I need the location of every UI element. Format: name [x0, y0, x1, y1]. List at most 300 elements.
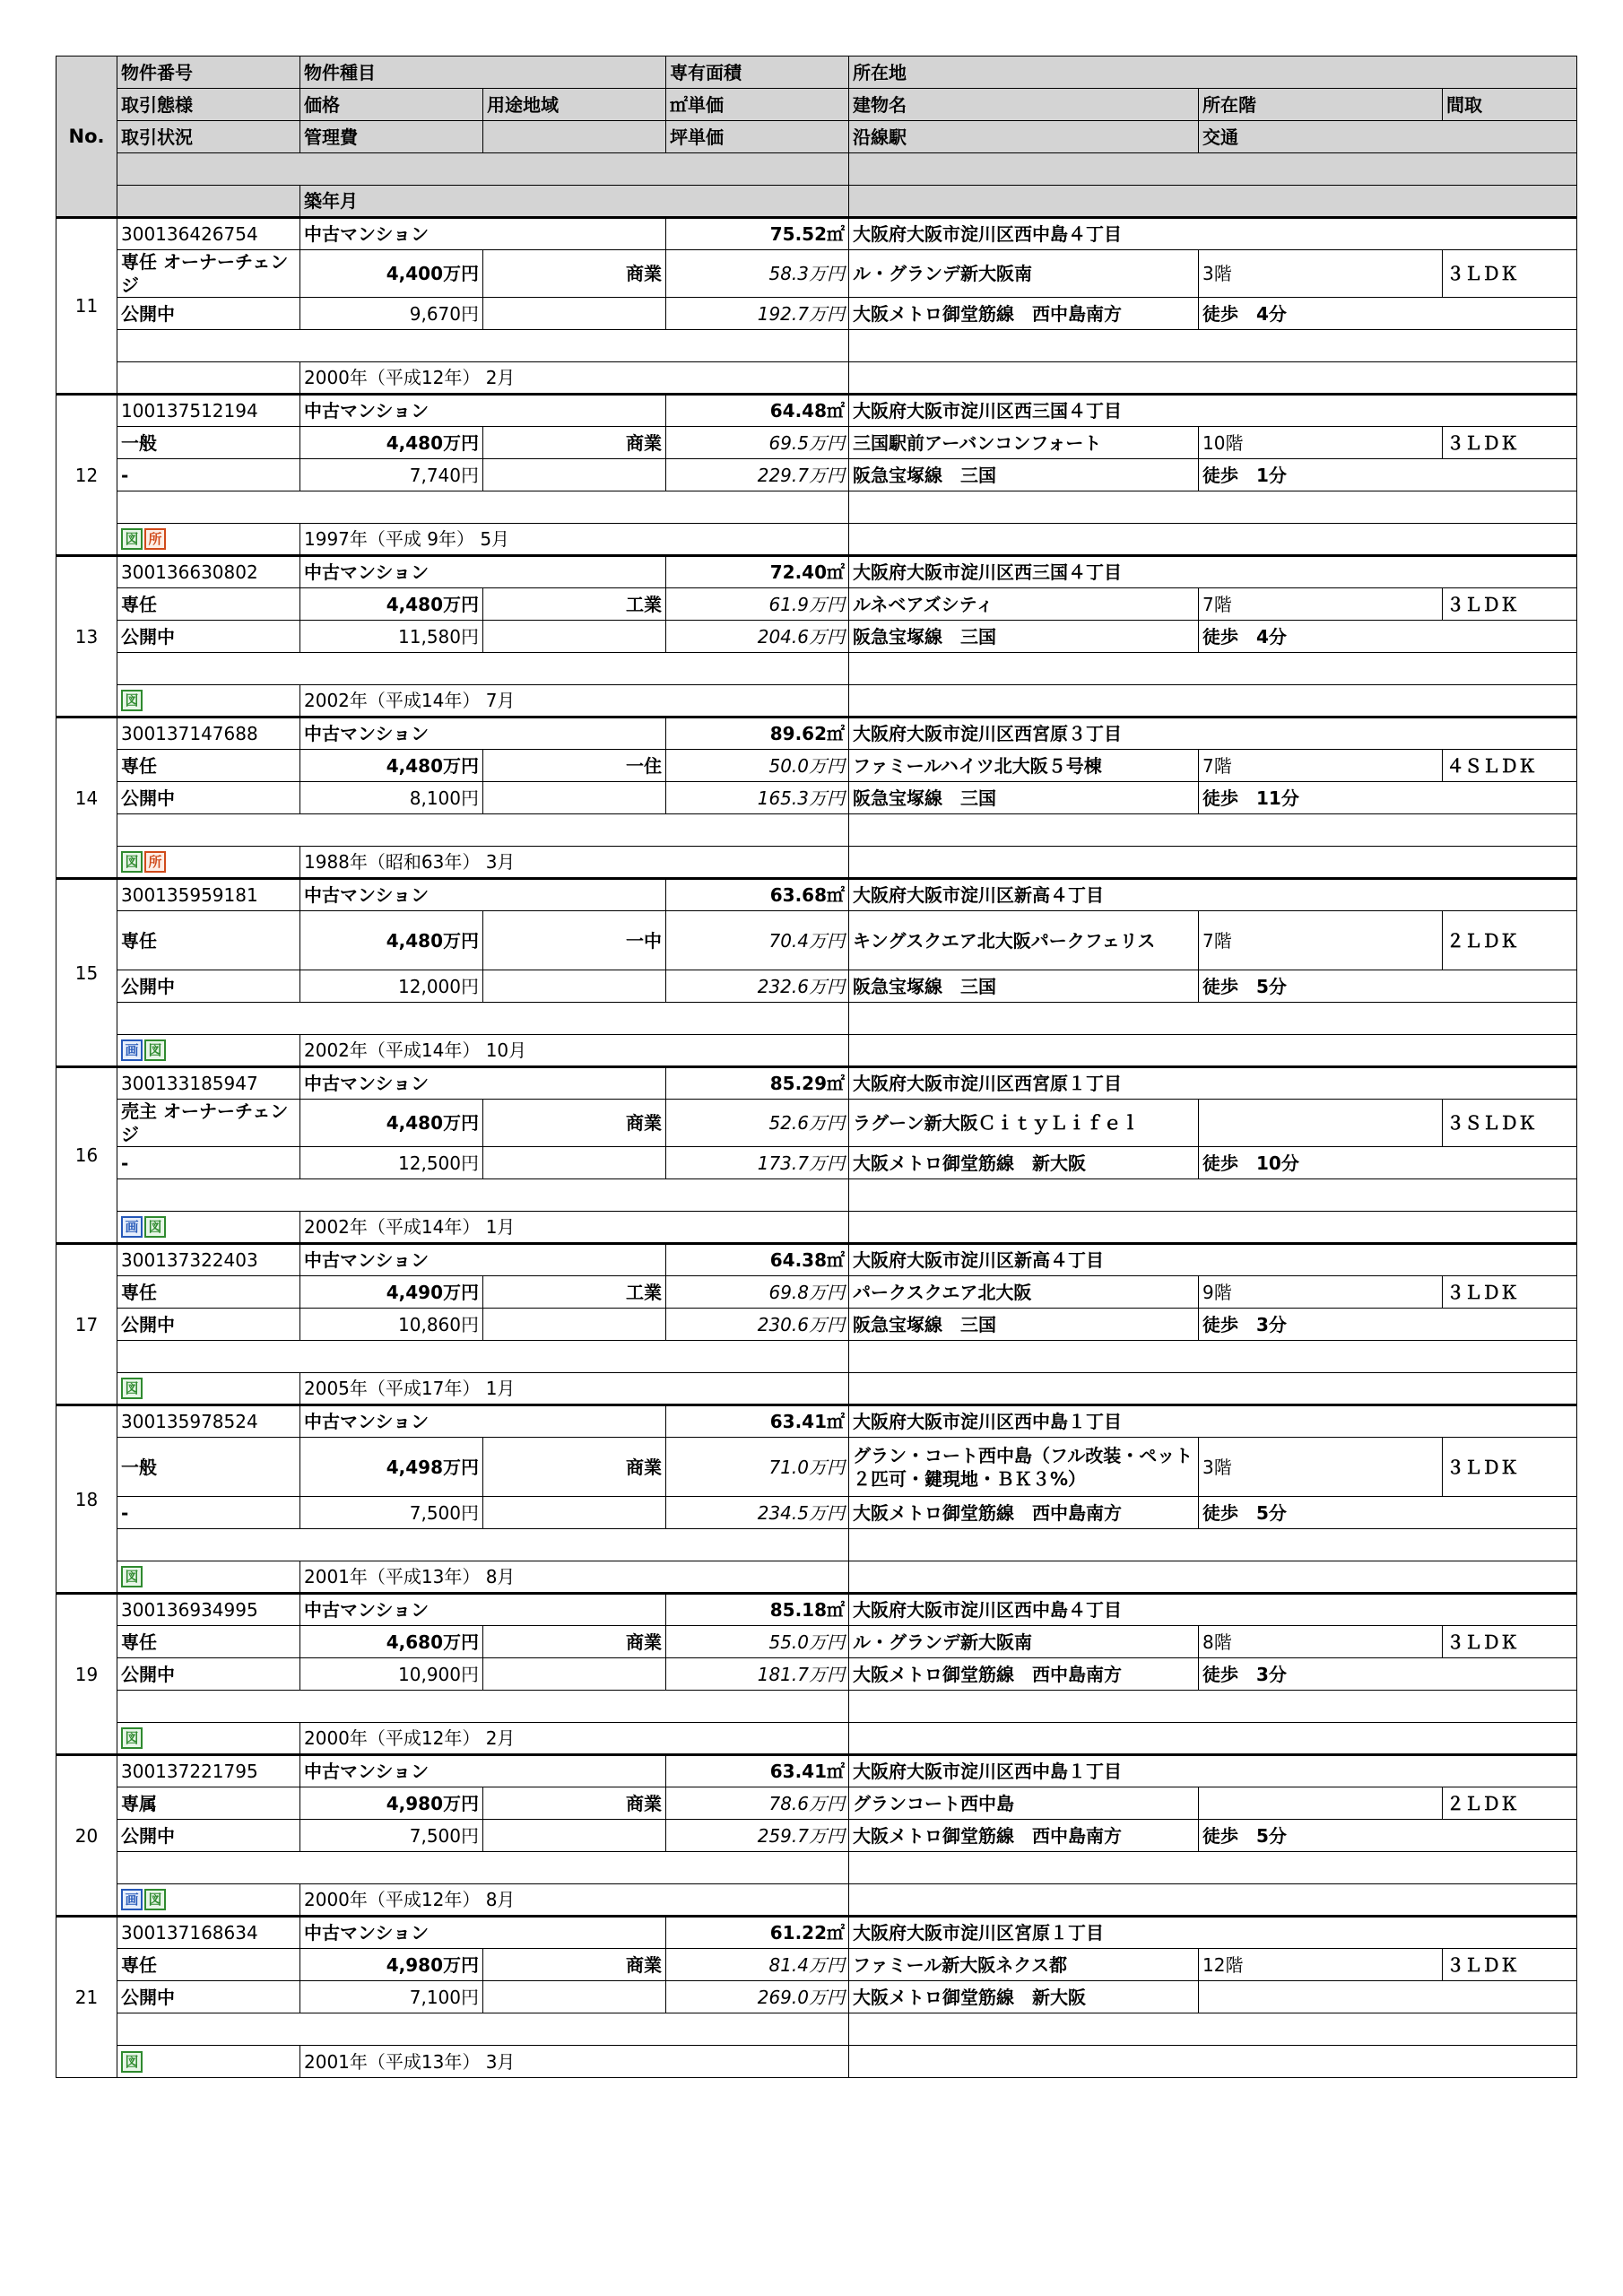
- deal-type: 一般: [117, 427, 300, 459]
- record-number: 21: [56, 1917, 117, 2078]
- record-row-5: [56, 1373, 1577, 1405]
- property-type: 中古マンション: [300, 879, 666, 911]
- property-type: 中古マンション: [300, 1067, 666, 1100]
- price-per-tsubo: 259.7万円: [666, 1820, 849, 1852]
- attachment-icons: [117, 1212, 300, 1244]
- record-row-2: [56, 1949, 1577, 1981]
- built-date: 2005年（平成17年） 1月: [300, 1373, 849, 1405]
- record-number: 13: [56, 556, 117, 718]
- floorplan-icon[interactable]: 図: [121, 1378, 143, 1399]
- built-date: 2000年（平成12年） 2月: [300, 1723, 849, 1755]
- attachment-icons: [117, 1373, 300, 1405]
- record-row-1: [56, 718, 1577, 750]
- deal-type: 専属: [117, 1787, 300, 1820]
- price: 4,480万円: [300, 588, 483, 621]
- property-id[interactable]: 300137322403: [117, 1244, 300, 1276]
- shozaichi-header: 所在地: [849, 57, 1577, 89]
- access-time: 徒歩 4分: [1199, 298, 1577, 330]
- record-row-3: [56, 621, 1577, 653]
- built-date: 1997年（平成 9年） 5月: [300, 524, 849, 556]
- address: 大阪府大阪市淀川区西中島４丁目: [849, 218, 1577, 250]
- floor-area: 64.48㎡: [666, 395, 849, 427]
- building-name: ラグーン新大阪ＣｉｔｙＬｉｆｅｌ: [849, 1100, 1199, 1147]
- built-date: 2002年（平成14年） 1月: [300, 1212, 849, 1244]
- listing-status: 公開中: [117, 782, 300, 814]
- building-name: ル・グランデ新大阪南: [849, 1626, 1199, 1658]
- deal-type: 専任: [117, 1626, 300, 1658]
- management-fee: 7,500円: [300, 1497, 483, 1529]
- floor-plan: ３ＬＤＫ: [1443, 250, 1577, 298]
- floor-level: 3階: [1199, 1438, 1443, 1497]
- deal-type: 専任: [117, 1949, 300, 1981]
- property-type: 中古マンション: [300, 218, 666, 250]
- property-record[interactable]: [56, 218, 1577, 395]
- listing-status: -: [117, 1497, 300, 1529]
- floor-level: 7階: [1199, 588, 1443, 621]
- floor-area: 63.68㎡: [666, 879, 849, 911]
- kotsu-header: 交通: [1199, 121, 1577, 153]
- zoning: 商業: [483, 1949, 666, 1981]
- property-record[interactable]: [56, 1405, 1577, 1594]
- price-per-tsubo: 165.3万円: [666, 782, 849, 814]
- listing-status: 公開中: [117, 621, 300, 653]
- building-name: ファミール新大阪ネクス都: [849, 1949, 1199, 1981]
- price-per-m2: 69.5万円: [666, 427, 849, 459]
- property-record[interactable]: [56, 718, 1577, 879]
- record-row-4: [56, 1179, 1577, 1212]
- record-row-4: [56, 1852, 1577, 1884]
- record-number: 11: [56, 218, 117, 395]
- floor-area: 85.29㎡: [666, 1067, 849, 1100]
- floorplan-icon[interactable]: 図: [121, 851, 143, 873]
- floor-plan: ３ＬＤＫ: [1443, 1626, 1577, 1658]
- madori-header: 間取: [1443, 89, 1577, 121]
- record-row-2: [56, 1438, 1577, 1497]
- floor-level: 10階: [1199, 427, 1443, 459]
- price-per-m2: 58.3万円: [666, 250, 849, 298]
- record-row-1: [56, 395, 1577, 427]
- floor-area: 72.40㎡: [666, 556, 849, 588]
- record-row-2: [56, 1276, 1577, 1309]
- record-row-3: [56, 1981, 1577, 2013]
- property-record[interactable]: [56, 1067, 1577, 1244]
- record-row-4: [56, 653, 1577, 685]
- price: 4,980万円: [300, 1787, 483, 1820]
- price-per-m2: 71.0万円: [666, 1438, 849, 1497]
- management-fee: 8,100円: [300, 782, 483, 814]
- access-time: 徒歩 4分: [1199, 621, 1577, 653]
- property-record[interactable]: [56, 556, 1577, 718]
- location-icon[interactable]: 所: [144, 528, 166, 550]
- m2-tanka-header: ㎡単価: [666, 89, 849, 121]
- zoning: 商業: [483, 1787, 666, 1820]
- no-header: No.: [56, 57, 117, 218]
- built-date: 1988年（昭和63年） 3月: [300, 847, 849, 879]
- price: 4,490万円: [300, 1276, 483, 1309]
- property-id[interactable]: 300133185947: [117, 1067, 300, 1100]
- address: 大阪府大阪市淀川区西中島１丁目: [849, 1405, 1577, 1438]
- built-date: 2002年（平成14年） 10月: [300, 1035, 849, 1067]
- floor-level: [1199, 1100, 1443, 1147]
- address: 大阪府大阪市淀川区新高４丁目: [849, 1244, 1577, 1276]
- property-type: 中古マンション: [300, 1244, 666, 1276]
- record-number: 18: [56, 1405, 117, 1594]
- property-record[interactable]: [56, 1244, 1577, 1405]
- record-number: 17: [56, 1244, 117, 1405]
- torihiki-jokyo-header: 取引状況: [117, 121, 300, 153]
- floor-area: 61.22㎡: [666, 1917, 849, 1949]
- floor-plan: ２ＬＤＫ: [1443, 1787, 1577, 1820]
- zoning: 工業: [483, 1276, 666, 1309]
- record-row-4: [56, 1341, 1577, 1373]
- price-per-tsubo: 232.6万円: [666, 970, 849, 1003]
- floor-level: 7階: [1199, 911, 1443, 970]
- floor-area: 85.18㎡: [666, 1594, 849, 1626]
- record-number: 19: [56, 1594, 117, 1755]
- record-row-4: [56, 330, 1577, 362]
- record-row-2: [56, 250, 1577, 298]
- floor-area: 75.52㎡: [666, 218, 849, 250]
- floor-area: 63.41㎡: [666, 1755, 849, 1787]
- kanrihi-header: 管理費: [300, 121, 483, 153]
- header-row-4: [56, 153, 1577, 186]
- price: 4,480万円: [300, 911, 483, 970]
- railway-station: 大阪メトロ御堂筋線 西中島南方: [849, 298, 1199, 330]
- listing-status: 公開中: [117, 970, 300, 1003]
- price-per-m2: 69.8万円: [666, 1276, 849, 1309]
- record-row-1: [56, 1244, 1577, 1276]
- attachment-icons: [117, 362, 300, 395]
- listing-status: -: [117, 459, 300, 491]
- record-row-2: [56, 427, 1577, 459]
- floor-level: 9階: [1199, 1276, 1443, 1309]
- management-fee: 7,500円: [300, 1820, 483, 1852]
- floorplan-icon[interactable]: 図: [121, 1566, 143, 1587]
- listing-status: -: [117, 1147, 300, 1179]
- deal-type: 専任: [117, 1276, 300, 1309]
- railway-station: 阪急宝塚線 三国: [849, 459, 1199, 491]
- floorplan-icon[interactable]: 図: [121, 1727, 143, 1749]
- header-row-3: [56, 121, 1577, 153]
- price-per-m2: 61.9万円: [666, 588, 849, 621]
- building-name: パークスクエア北大阪: [849, 1276, 1199, 1309]
- record-row-2: [56, 1626, 1577, 1658]
- railway-station: 阪急宝塚線 三国: [849, 1309, 1199, 1341]
- access-time: 徒歩 5分: [1199, 1820, 1577, 1852]
- price-per-m2: 70.4万円: [666, 911, 849, 970]
- record-row-2: [56, 1787, 1577, 1820]
- building-name: 三国駅前アーバンコンフォート: [849, 427, 1199, 459]
- record-row-3: [56, 1309, 1577, 1341]
- attachment-icons: [117, 2046, 300, 2078]
- deal-type: 専任: [117, 750, 300, 782]
- zoning: 商業: [483, 1100, 666, 1147]
- access-time: [1199, 1981, 1577, 2013]
- address: 大阪府大阪市淀川区西中島４丁目: [849, 1594, 1577, 1626]
- access-time: 徒歩 5分: [1199, 1497, 1577, 1529]
- address: 大阪府大阪市淀川区西三国４丁目: [849, 556, 1577, 588]
- record-row-5: [56, 847, 1577, 879]
- chikunen-header: 築年月: [300, 186, 849, 218]
- floor-plan: ３ＬＤＫ: [1443, 427, 1577, 459]
- property-type: 中古マンション: [300, 718, 666, 750]
- management-fee: 7,740円: [300, 459, 483, 491]
- record-row-3: [56, 1820, 1577, 1852]
- railway-station: 大阪メトロ御堂筋線 西中島南方: [849, 1820, 1199, 1852]
- record-row-5: [56, 1723, 1577, 1755]
- floor-level: 3階: [1199, 250, 1443, 298]
- attachment-icons: [117, 1723, 300, 1755]
- railway-station: 阪急宝塚線 三国: [849, 621, 1199, 653]
- access-time: 徒歩 5分: [1199, 970, 1577, 1003]
- management-fee: 7,100円: [300, 1981, 483, 2013]
- record-number: 16: [56, 1067, 117, 1244]
- railway-station: 大阪メトロ御堂筋線 新大阪: [849, 1981, 1199, 2013]
- location-icon[interactable]: 所: [144, 851, 166, 873]
- property-record[interactable]: [56, 1917, 1577, 2078]
- price: 4,480万円: [300, 427, 483, 459]
- price-per-tsubo: 192.7万円: [666, 298, 849, 330]
- kakaku-header: 価格: [300, 89, 483, 121]
- price-per-m2: 78.6万円: [666, 1787, 849, 1820]
- floorplan-icon[interactable]: 図: [121, 690, 143, 711]
- price-per-m2: 50.0万円: [666, 750, 849, 782]
- built-date: 2001年（平成13年） 3月: [300, 2046, 849, 2078]
- access-time: 徒歩 10分: [1199, 1147, 1577, 1179]
- record-number: 20: [56, 1755, 117, 1917]
- record-number: 14: [56, 718, 117, 879]
- property-record[interactable]: [56, 1755, 1577, 1917]
- record-number: 12: [56, 395, 117, 556]
- address: 大阪府大阪市淀川区西中島１丁目: [849, 1755, 1577, 1787]
- zoning: 工業: [483, 588, 666, 621]
- record-row-4: [56, 2013, 1577, 2046]
- access-time: 徒歩 1分: [1199, 459, 1577, 491]
- built-date: 2000年（平成12年） 2月: [300, 362, 849, 395]
- zoning: 商業: [483, 1626, 666, 1658]
- header-row-2: [56, 89, 1577, 121]
- attachment-icons: [117, 524, 300, 556]
- address: 大阪府大阪市淀川区西宮原３丁目: [849, 718, 1577, 750]
- built-date: 2000年（平成12年） 8月: [300, 1884, 849, 1917]
- property-listing-table: [56, 56, 1577, 2078]
- access-time: 徒歩 3分: [1199, 1658, 1577, 1691]
- address: 大阪府大阪市淀川区西三国４丁目: [849, 395, 1577, 427]
- record-row-1: [56, 879, 1577, 911]
- price: 4,498万円: [300, 1438, 483, 1497]
- property-type: 中古マンション: [300, 395, 666, 427]
- floor-plan: ３ＬＤＫ: [1443, 1438, 1577, 1497]
- property-record[interactable]: [56, 879, 1577, 1067]
- price-per-tsubo: 173.7万円: [666, 1147, 849, 1179]
- listing-status: 公開中: [117, 1309, 300, 1341]
- floorplan-icon[interactable]: 図: [144, 1039, 166, 1061]
- management-fee: 9,670円: [300, 298, 483, 330]
- railway-station: 大阪メトロ御堂筋線 新大阪: [849, 1147, 1199, 1179]
- kai-header: 所在階: [1199, 89, 1443, 121]
- property-id[interactable]: 300136934995: [117, 1594, 300, 1626]
- zoning: 一住: [483, 750, 666, 782]
- railway-station: 阪急宝塚線 三国: [849, 970, 1199, 1003]
- property-record[interactable]: [56, 1594, 1577, 1755]
- floor-plan: ３ＬＤＫ: [1443, 588, 1577, 621]
- building-name: ルネベアズシティ: [849, 588, 1199, 621]
- building-name: ル・グランデ新大阪南: [849, 250, 1199, 298]
- tatemono-header: 建物名: [849, 89, 1199, 121]
- management-fee: 12,000円: [300, 970, 483, 1003]
- address: 大阪府大阪市淀川区新高４丁目: [849, 879, 1577, 911]
- record-row-4: [56, 491, 1577, 524]
- record-row-5: [56, 685, 1577, 718]
- tsubo-tanka-header: 坪単価: [666, 121, 849, 153]
- zoning: 商業: [483, 1438, 666, 1497]
- management-fee: 12,500円: [300, 1147, 483, 1179]
- zoning: 商業: [483, 427, 666, 459]
- record-row-5: [56, 524, 1577, 556]
- management-fee: 11,580円: [300, 621, 483, 653]
- address: 大阪府大阪市淀川区宮原１丁目: [849, 1917, 1577, 1949]
- deal-type: 専任 オーナーチェンジ: [117, 250, 300, 298]
- price: 4,980万円: [300, 1949, 483, 1981]
- listing-status: 公開中: [117, 298, 300, 330]
- price-per-tsubo: 229.7万円: [666, 459, 849, 491]
- price-per-tsubo: 230.6万円: [666, 1309, 849, 1341]
- property-id[interactable]: 300136426754: [117, 218, 300, 250]
- attachment-icons: [117, 685, 300, 718]
- price: 4,400万円: [300, 250, 483, 298]
- floor-area: 64.38㎡: [666, 1244, 849, 1276]
- railway-station: 大阪メトロ御堂筋線 西中島南方: [849, 1497, 1199, 1529]
- record-row-4: [56, 1529, 1577, 1561]
- floor-plan: ３ＳＬＤＫ: [1443, 1100, 1577, 1147]
- listing-status: 公開中: [117, 1820, 300, 1852]
- property-id[interactable]: 300137168634: [117, 1917, 300, 1949]
- built-date: 2001年（平成13年） 8月: [300, 1561, 849, 1594]
- record-row-3: [56, 1497, 1577, 1529]
- price: 4,680万円: [300, 1626, 483, 1658]
- record-row-5: [56, 1561, 1577, 1594]
- building-name: キングスクエア北大阪パークフェリス: [849, 911, 1199, 970]
- listing-status: 公開中: [117, 1981, 300, 2013]
- building-name: グラン・コート西中島（フル改装・ペット２匹可・鍵現地・ＢＫ３%）: [849, 1438, 1199, 1497]
- floorplan-icon[interactable]: 図: [144, 1216, 166, 1238]
- deal-type: 一般: [117, 1438, 300, 1497]
- record-row-3: [56, 298, 1577, 330]
- management-fee: 10,860円: [300, 1309, 483, 1341]
- record-row-4: [56, 1691, 1577, 1723]
- property-id[interactable]: 300135959181: [117, 879, 300, 911]
- record-row-4: [56, 814, 1577, 847]
- floor-plan: ４ＳＬＤＫ: [1443, 750, 1577, 782]
- property-id[interactable]: 300137147688: [117, 718, 300, 750]
- zoning: 一中: [483, 911, 666, 970]
- deal-type: 専任: [117, 911, 300, 970]
- photo-icon[interactable]: 画: [121, 1216, 143, 1238]
- bukken-no-header: 物件番号: [117, 57, 300, 89]
- yoto-header: 用途地域: [483, 89, 666, 121]
- record-row-1: [56, 218, 1577, 250]
- floorplan-icon[interactable]: 図: [121, 528, 143, 550]
- record-row-5: [56, 1212, 1577, 1244]
- price-per-tsubo: 269.0万円: [666, 1981, 849, 2013]
- record-row-3: [56, 782, 1577, 814]
- built-date: 2002年（平成14年） 7月: [300, 685, 849, 718]
- deal-type: 専任: [117, 588, 300, 621]
- attachment-icons: [117, 1561, 300, 1594]
- floorplan-icon[interactable]: 図: [144, 1889, 166, 1910]
- record-row-3: [56, 1147, 1577, 1179]
- listing-status: 公開中: [117, 1658, 300, 1691]
- property-id[interactable]: 300135978524: [117, 1405, 300, 1438]
- deal-type: 売主 オーナーチェンジ: [117, 1100, 300, 1147]
- floor-area: 63.41㎡: [666, 1405, 849, 1438]
- railway-station: 阪急宝塚線 三国: [849, 782, 1199, 814]
- price-per-m2: 81.4万円: [666, 1949, 849, 1981]
- record-row-5: [56, 362, 1577, 395]
- access-time: 徒歩 11分: [1199, 782, 1577, 814]
- floor-level: 8階: [1199, 1626, 1443, 1658]
- railway-station: 大阪メトロ御堂筋線 西中島南方: [849, 1658, 1199, 1691]
- property-type: 中古マンション: [300, 1594, 666, 1626]
- shumoku-header: 物件種目: [300, 57, 666, 89]
- price: 4,480万円: [300, 1100, 483, 1147]
- record-row-2: [56, 750, 1577, 782]
- building-name: グランコート西中島: [849, 1787, 1199, 1820]
- menseki-header: 専有面積: [666, 57, 849, 89]
- floor-plan: ３ＬＤＫ: [1443, 1276, 1577, 1309]
- floor-level: [1199, 1787, 1443, 1820]
- record-row-2: [56, 1100, 1577, 1147]
- property-id[interactable]: 300136630802: [117, 556, 300, 588]
- record-row-5: [56, 1035, 1577, 1067]
- address: 大阪府大阪市淀川区西宮原１丁目: [849, 1067, 1577, 1100]
- torihiki-taiyo-header: 取引態様: [117, 89, 300, 121]
- property-type: 中古マンション: [300, 1755, 666, 1787]
- property-id[interactable]: 300137221795: [117, 1755, 300, 1787]
- record-row-1: [56, 1917, 1577, 1949]
- management-fee: 10,900円: [300, 1658, 483, 1691]
- floor-level: 12階: [1199, 1949, 1443, 1981]
- photo-icon[interactable]: 画: [121, 1889, 143, 1910]
- ensen-header: 沿線駅: [849, 121, 1199, 153]
- price-per-tsubo: 181.7万円: [666, 1658, 849, 1691]
- property-id[interactable]: 100137512194: [117, 395, 300, 427]
- access-time: 徒歩 3分: [1199, 1309, 1577, 1341]
- record-row-1: [56, 1594, 1577, 1626]
- header-row-5: [56, 186, 1577, 218]
- attachment-icons: [117, 847, 300, 879]
- record-row-2: [56, 588, 1577, 621]
- record-row-1: [56, 1067, 1577, 1100]
- property-type: 中古マンション: [300, 1405, 666, 1438]
- floor-plan: ２ＬＤＫ: [1443, 911, 1577, 970]
- zoning: 商業: [483, 250, 666, 298]
- photo-icon[interactable]: 画: [121, 1039, 143, 1061]
- record-number: 15: [56, 879, 117, 1067]
- record-row-3: [56, 970, 1577, 1003]
- price-per-m2: 52.6万円: [666, 1100, 849, 1147]
- floor-area: 89.62㎡: [666, 718, 849, 750]
- record-row-5: [56, 2046, 1577, 2078]
- header-row-1: [56, 57, 1577, 89]
- property-type: 中古マンション: [300, 1917, 666, 1949]
- record-row-4: [56, 1003, 1577, 1035]
- property-record[interactable]: [56, 395, 1577, 556]
- record-row-1: [56, 1405, 1577, 1438]
- building-name: ファミールハイツ北大阪５号棟: [849, 750, 1199, 782]
- floorplan-icon[interactable]: 図: [121, 2051, 143, 2073]
- record-row-2: [56, 911, 1577, 970]
